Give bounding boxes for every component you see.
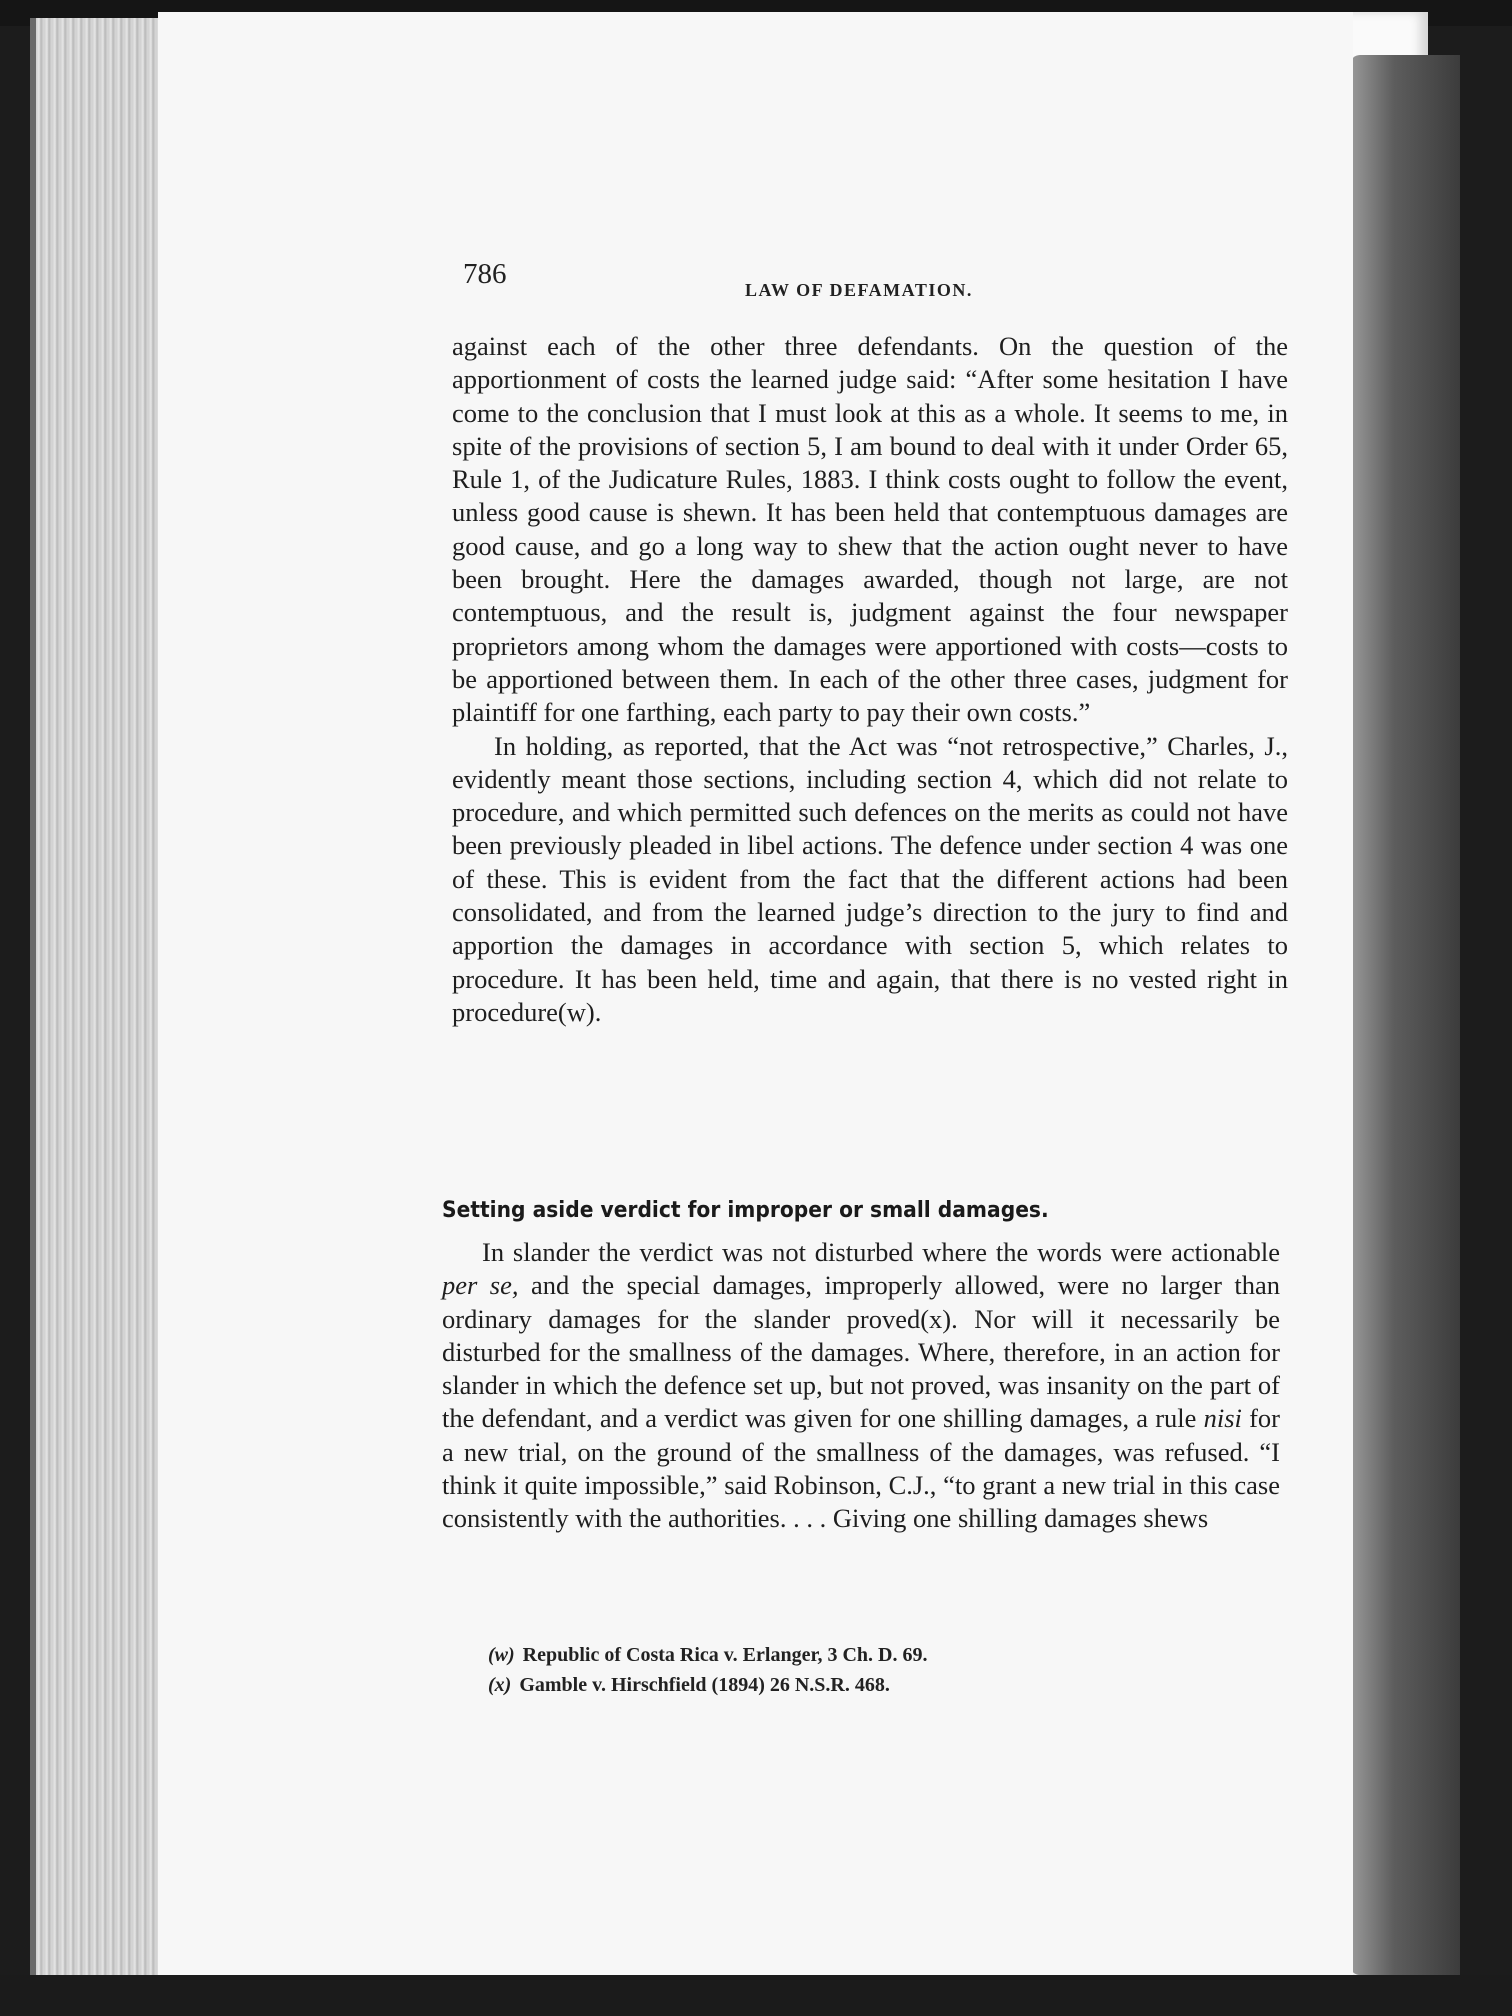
text-run: for a new trial, on the ground of the smallness of the damages, was refused. “I think it quite impossible,” said Robinson, C.J., “to grant a new trial in this case consistently with the authorities. . . . Giving one shilling damages shews <box>442 1403 1280 1534</box>
scan-bottom-band <box>0 1975 1512 2016</box>
page-header <box>463 258 1023 308</box>
running-head: LAW OF DEFAMATION. <box>745 280 973 300</box>
section-body-text <box>442 1236 1280 1536</box>
italic-text: per se, <box>442 1270 519 1301</box>
footnote-text: Gamble v. Hirschfield (1894) 26 N.S.R. 468. <box>519 1674 890 1696</box>
page-number: 786 <box>463 258 507 290</box>
paragraph: In holding, as reported, that the Act was “not retrospective,” Charles, J., evidently meant those sections, including section 4, which did not relate to procedure, and which permitted such defences on the merits as could not have been previously pleaded in libel actions. The defence under section 4 was one of these. This is evident from the fact that the different actions had been consolidated, and from the learned judge’s direction to the jury to find and apportion the damages in accordance with section 5, which relates to procedure. It has been held, time and again, that there is no vested right in procedure(w). <box>452 730 1288 1027</box>
section-heading: Setting aside verdict for improper or small damages. <box>442 1197 1049 1223</box>
text-run: and the special damages, improperly allowed, were no larger than ordinary damages for the slander proved(x). Nor will it necessarily be disturbed for the smallness of the damages. Where, therefore, in an action for slander in which the defence set up, but not proved, was insanity on the part of the defendant, and a verdict was given for one shilling damages, a rule <box>442 1270 1280 1434</box>
footnote-text: Republic of Costa Rica v. Erlanger, 3 Ch. D. 69. <box>522 1644 928 1666</box>
footnote-mark: (x) <box>488 1674 512 1696</box>
footnote-mark: (w) <box>488 1644 515 1666</box>
paragraph: against each of the other three defendants. On the question of the apportionment of costs the learned judge said: “After some hesitation I have come to the conclusion that I must look at this as a whole. It seems to me, in spite of the provisions of section 5, I am bound to deal with it under Order 65, Rule 1, of the Judicature Rules, 1883. I think costs ought to follow the event, unless good cause is shewn. It has been held that contemptuous damages are good cause, and go a long way to shew that the action ought never to have been brought. Here the damages awarded, though not large, are not contemptuous, and the result is, judgment against the four newspaper proprietors among whom the damages were apportioned with costs—costs to be apportioned between them. In each of the other three cases, judgment for plaintiff for one farthing, each party to pay their own costs.” <box>452 331 1288 728</box>
footnote <box>488 1670 1188 1700</box>
footnotes <box>488 1640 1188 1700</box>
italic-text: nisi <box>1203 1403 1242 1434</box>
text-run: In slander the verdict was not disturbed where the words were actionable <box>482 1237 1280 1267</box>
body-text <box>452 330 1288 1029</box>
footnote <box>488 1640 1188 1670</box>
page-gutter-curl <box>1350 55 1460 1975</box>
paragraph <box>442 1236 1280 1536</box>
